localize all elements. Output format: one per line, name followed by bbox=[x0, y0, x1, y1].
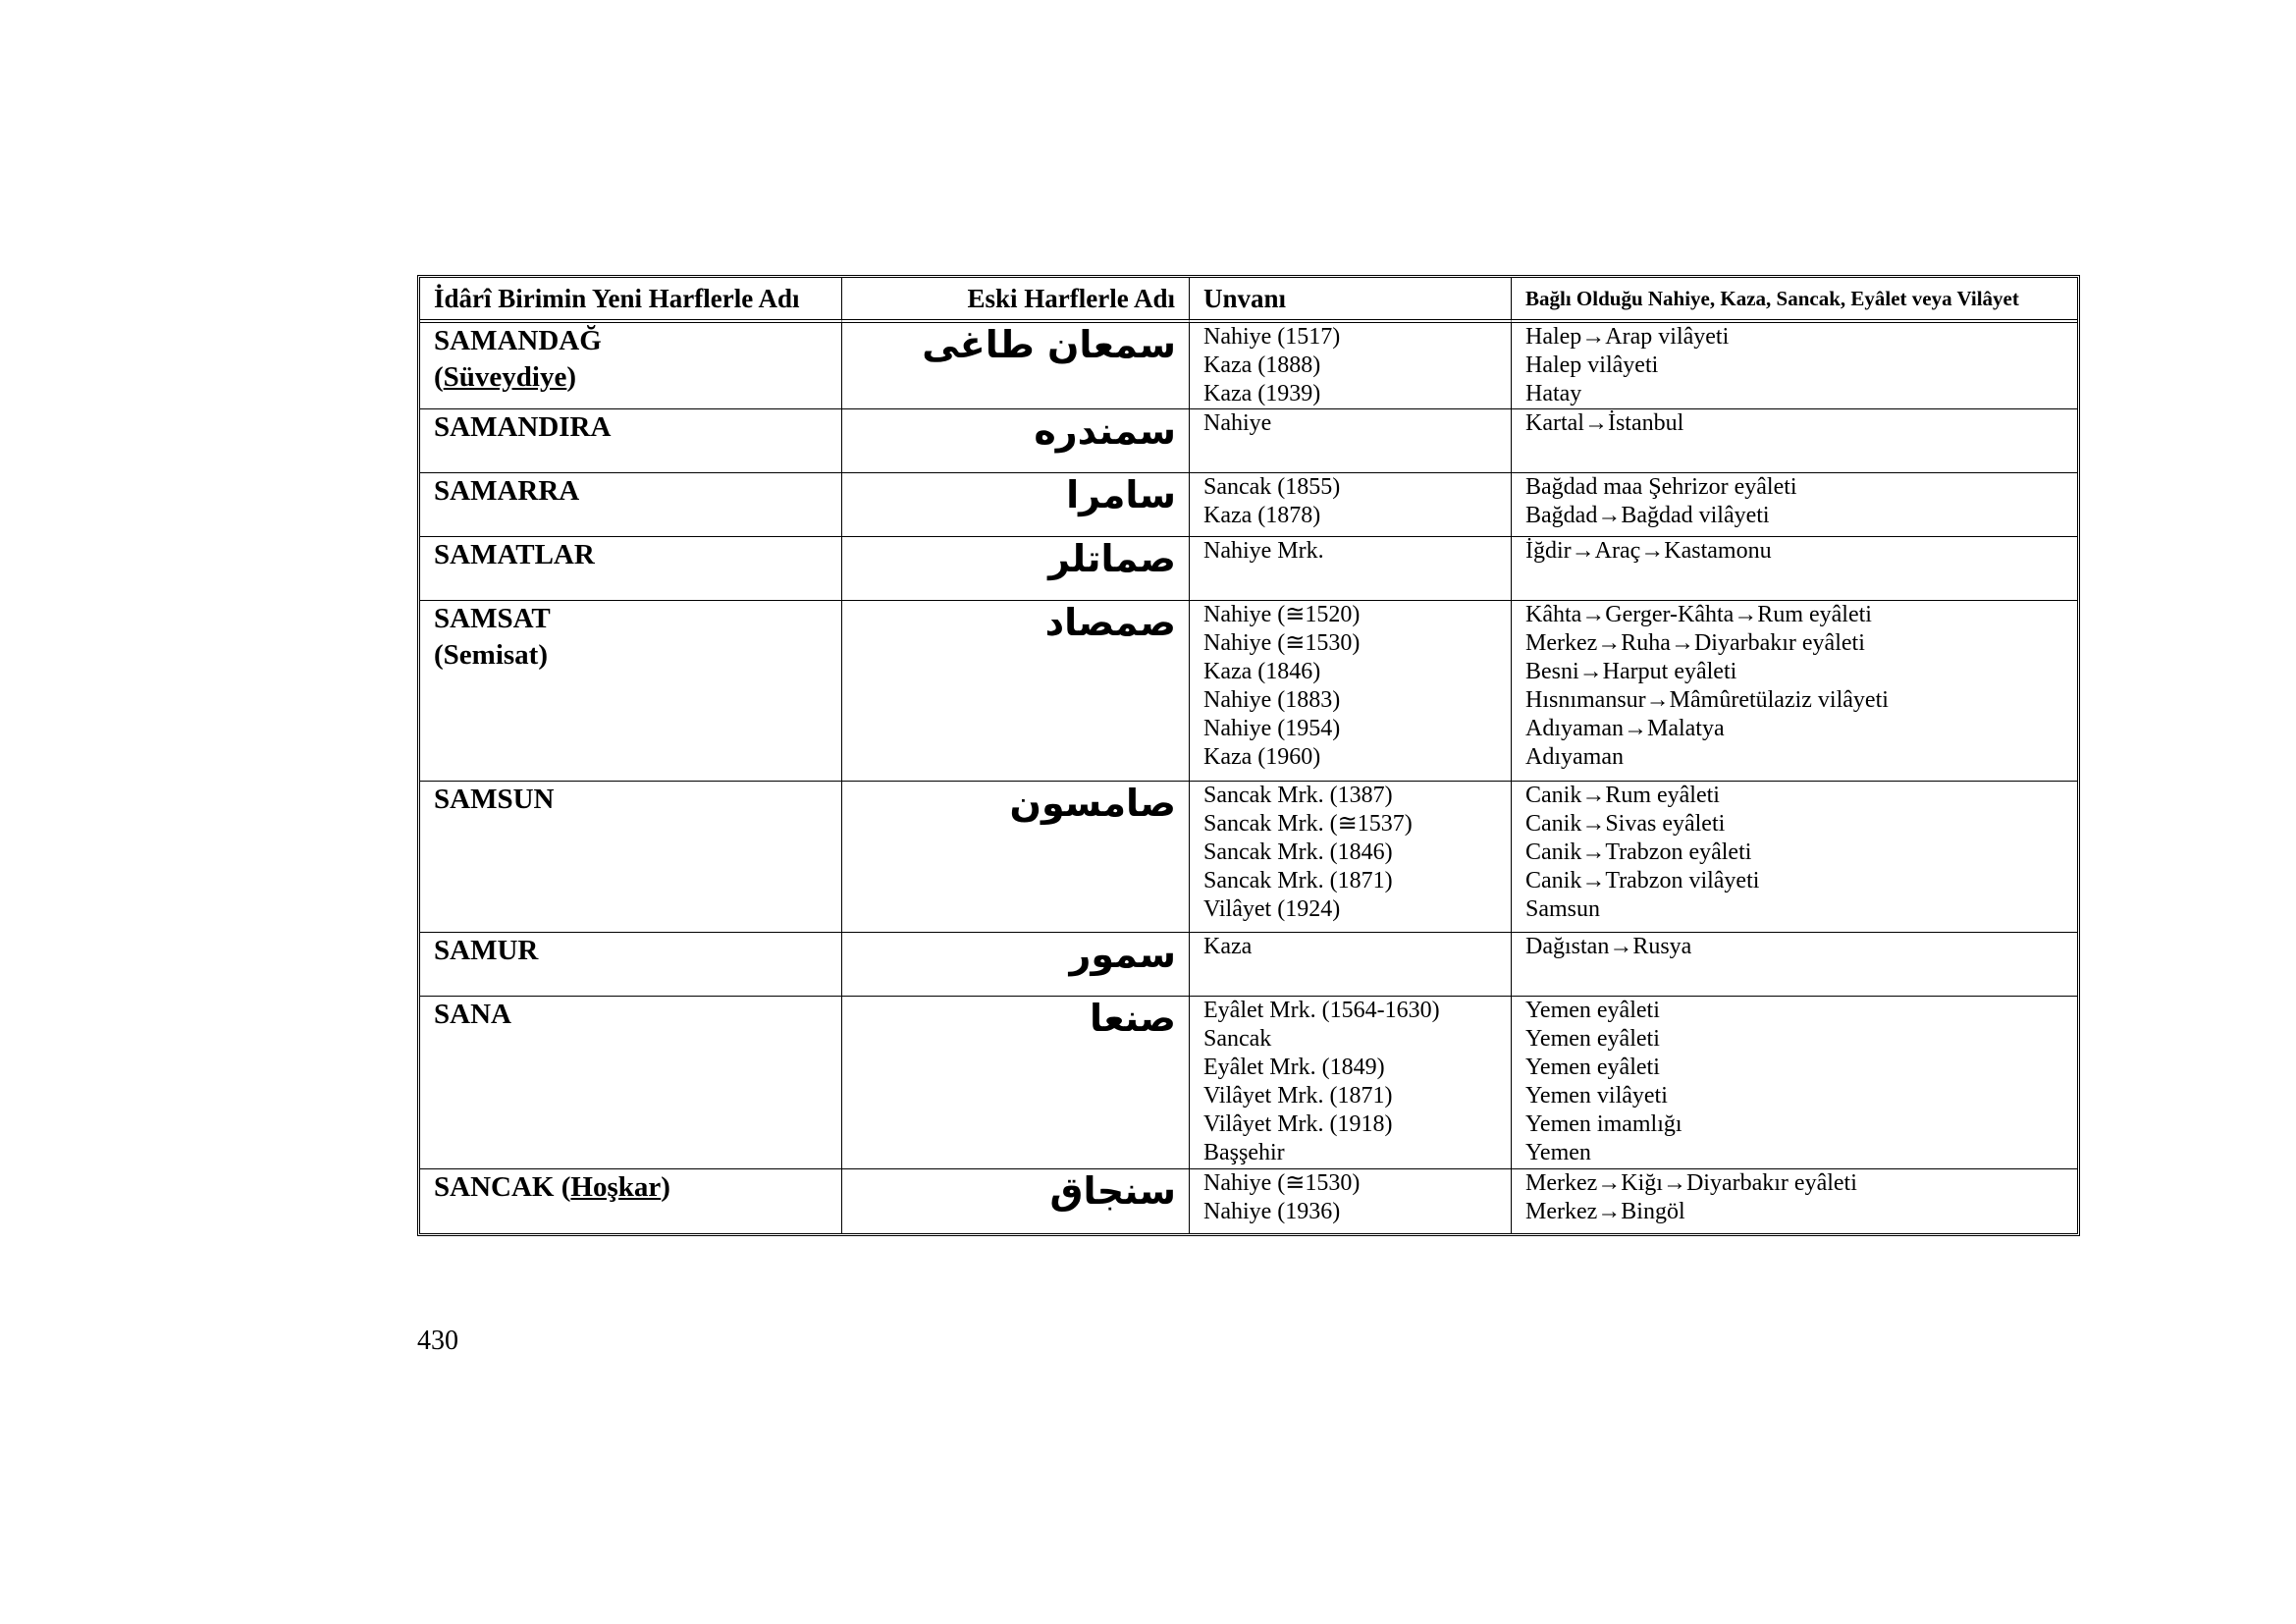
alternate-name: (Süveydiye) bbox=[434, 361, 577, 393]
title-line: Kaza (1888) bbox=[1203, 352, 1321, 378]
new-name-cell bbox=[420, 997, 842, 1169]
affiliation-line: Dağıstan→Rusya bbox=[1525, 934, 1692, 959]
title-line: Kaza (1960) bbox=[1203, 744, 1321, 770]
title-line: Vilâyet Mrk. (1918) bbox=[1203, 1111, 1393, 1137]
alternate-name-text: Süveydiye bbox=[443, 361, 567, 393]
affiliation-cell bbox=[1512, 1169, 2077, 1233]
place-name: SAMUR bbox=[434, 935, 539, 966]
new-name-cell bbox=[420, 537, 842, 601]
table-row bbox=[420, 997, 2077, 1169]
title-line: Sancak (1855) bbox=[1203, 474, 1341, 500]
affiliation-cell bbox=[1512, 473, 2077, 537]
title-line: Nahiye (≅1530) bbox=[1203, 1170, 1361, 1196]
new-name-cell bbox=[420, 1169, 842, 1233]
new-name-cell bbox=[420, 601, 842, 782]
title-cell bbox=[1190, 782, 1512, 933]
affiliation-line: Canik→Trabzon vilâyeti bbox=[1525, 868, 1760, 893]
affiliation-line: Kâhta→Gerger-Kâhta→Rum eyâleti bbox=[1525, 602, 1872, 627]
affiliation-line: Adıyaman bbox=[1525, 744, 1624, 770]
title-line: Kaza (1878) bbox=[1203, 503, 1321, 528]
affiliation-line: Merkez→Kiğı→Diyarbakır eyâleti bbox=[1525, 1170, 1857, 1196]
title-cell bbox=[1190, 933, 1512, 997]
affiliation-line: Yemen eyâleti bbox=[1525, 998, 1660, 1023]
title-line: Sancak Mrk. (1387) bbox=[1203, 783, 1393, 808]
affiliation-cell bbox=[1512, 782, 2077, 933]
table-row bbox=[420, 1169, 2077, 1233]
title-line: Nahiye (≅1520) bbox=[1203, 602, 1361, 627]
header-affiliation: Bağlı Olduğu Nahiye, Kaza, Sancak, Eyâlet veya Vilâyet bbox=[1512, 278, 2077, 323]
affiliation-line: Halep→Arap vilâyeti bbox=[1525, 324, 1730, 350]
affiliation-line: İğdir→Araç→Kastamonu bbox=[1525, 538, 1772, 564]
title-line: Kaza (1846) bbox=[1203, 659, 1321, 684]
affiliation-line: Yemen eyâleti bbox=[1525, 1055, 1660, 1080]
affiliation-line: Yemen vilâyeti bbox=[1525, 1083, 1668, 1109]
old-script-name: سمندره bbox=[842, 409, 1190, 473]
place-name: SAMANDAĞ bbox=[434, 325, 602, 356]
title-line: Nahiye (1954) bbox=[1203, 716, 1341, 741]
title-line: Nahiye (1883) bbox=[1203, 687, 1341, 713]
title-cell bbox=[1190, 473, 1512, 537]
alternate-name: (Hoşkar) bbox=[561, 1171, 670, 1203]
title-cell bbox=[1190, 537, 1512, 601]
title-line: Başşehir bbox=[1203, 1140, 1285, 1165]
title-line: Kaza bbox=[1203, 934, 1253, 959]
page-number: 430 bbox=[417, 1326, 458, 1356]
affiliation-line: Halep vilâyeti bbox=[1525, 352, 1659, 378]
old-script-name: صمصاد bbox=[842, 601, 1190, 782]
affiliation-cell bbox=[1512, 933, 2077, 997]
old-script-name: صماتلر bbox=[842, 537, 1190, 601]
table-row bbox=[420, 409, 2077, 473]
affiliation-line: Yemen imamlığı bbox=[1525, 1111, 1682, 1137]
title-cell bbox=[1190, 409, 1512, 473]
title-line: Vilâyet Mrk. (1871) bbox=[1203, 1083, 1393, 1109]
table-row bbox=[420, 537, 2077, 601]
title-line: Nahiye (1517) bbox=[1203, 324, 1341, 350]
new-name-cell bbox=[420, 933, 842, 997]
place-name: SANA bbox=[434, 999, 511, 1030]
affiliation-line: Merkez→Bingöl bbox=[1525, 1199, 1685, 1224]
affiliation-cell bbox=[1512, 323, 2077, 409]
alternate-name-text: Semisat bbox=[443, 639, 539, 671]
affiliation-line: Bağdad maa Şehrizor eyâleti bbox=[1525, 474, 1797, 500]
title-line: Sancak bbox=[1203, 1026, 1272, 1052]
affiliation-cell bbox=[1512, 537, 2077, 601]
title-line: Sancak Mrk. (≅1537) bbox=[1203, 811, 1413, 837]
table-row bbox=[420, 933, 2077, 997]
old-script-name: صنعا bbox=[842, 997, 1190, 1169]
affiliation-cell bbox=[1512, 997, 2077, 1169]
place-name: SAMARRA bbox=[434, 475, 580, 507]
affiliation-line: Canik→Trabzon eyâleti bbox=[1525, 839, 1752, 865]
affiliation-line: Merkez→Ruha→Diyarbakır eyâleti bbox=[1525, 630, 1865, 656]
title-cell bbox=[1190, 1169, 1512, 1233]
header-title: Unvanı bbox=[1190, 278, 1512, 323]
old-script-name: سمور bbox=[842, 933, 1190, 997]
affiliation-line: Samsun bbox=[1525, 896, 1601, 922]
new-name-cell bbox=[420, 782, 842, 933]
old-script-name: سامرا bbox=[842, 473, 1190, 537]
place-name: SAMATLAR bbox=[434, 539, 595, 570]
new-name-cell bbox=[420, 323, 842, 409]
place-names-table bbox=[417, 275, 2080, 1236]
title-cell bbox=[1190, 601, 1512, 782]
header-new-name: İdârî Birimin Yeni Harflerle Adı bbox=[420, 278, 842, 323]
title-line: Nahiye (≅1530) bbox=[1203, 630, 1361, 656]
affiliation-line: Yemen eyâleti bbox=[1525, 1026, 1660, 1052]
title-line: Eyâlet Mrk. (1849) bbox=[1203, 1055, 1385, 1080]
affiliation-line: Yemen bbox=[1525, 1140, 1591, 1165]
table-row bbox=[420, 782, 2077, 933]
old-script-name: سمعان طاغى bbox=[842, 323, 1190, 409]
table-row bbox=[420, 323, 2077, 409]
title-line: Kaza (1939) bbox=[1203, 381, 1321, 406]
title-line: Eyâlet Mrk. (1564-1630) bbox=[1203, 998, 1440, 1023]
place-name: SAMSAT bbox=[434, 603, 551, 634]
new-name-cell bbox=[420, 409, 842, 473]
alternate-name-text: Hoşkar bbox=[570, 1171, 662, 1203]
affiliation-line: Besni→Harput eyâleti bbox=[1525, 659, 1737, 684]
header-old-name: Eski Harflerle Adı bbox=[842, 278, 1190, 323]
old-script-name: سنجاق bbox=[842, 1169, 1190, 1233]
title-cell bbox=[1190, 997, 1512, 1169]
affiliation-line: Bağdad→Bağdad vilâyeti bbox=[1525, 503, 1770, 528]
affiliation-line: Canik→Sivas eyâleti bbox=[1525, 811, 1726, 837]
new-name-cell bbox=[420, 473, 842, 537]
title-line: Vilâyet (1924) bbox=[1203, 896, 1341, 922]
title-cell bbox=[1190, 323, 1512, 409]
affiliation-cell bbox=[1512, 601, 2077, 782]
title-line: Nahiye Mrk. bbox=[1203, 538, 1324, 564]
alternate-name: (Semisat) bbox=[434, 639, 549, 671]
title-line: Sancak Mrk. (1846) bbox=[1203, 839, 1393, 865]
title-line: Nahiye (1936) bbox=[1203, 1199, 1341, 1224]
affiliation-line: Canik→Rum eyâleti bbox=[1525, 783, 1720, 808]
title-line: Nahiye bbox=[1203, 410, 1272, 436]
affiliation-line: Hatay bbox=[1525, 381, 1582, 406]
affiliation-line: Adıyaman→Malatya bbox=[1525, 716, 1725, 741]
place-name: SANCAK bbox=[434, 1171, 555, 1203]
affiliation-line: Hısnımansur→Mâmûretülaziz vilâyeti bbox=[1525, 687, 1889, 713]
table-row bbox=[420, 473, 2077, 537]
table-header-row bbox=[420, 278, 2077, 323]
affiliation-line: Kartal→İstanbul bbox=[1525, 410, 1684, 436]
place-name: SAMSUN bbox=[434, 784, 555, 815]
affiliation-cell bbox=[1512, 409, 2077, 473]
old-script-name: صامسون bbox=[842, 782, 1190, 933]
table-row bbox=[420, 601, 2077, 782]
place-name: SAMANDIRA bbox=[434, 411, 612, 443]
title-line: Sancak Mrk. (1871) bbox=[1203, 868, 1393, 893]
